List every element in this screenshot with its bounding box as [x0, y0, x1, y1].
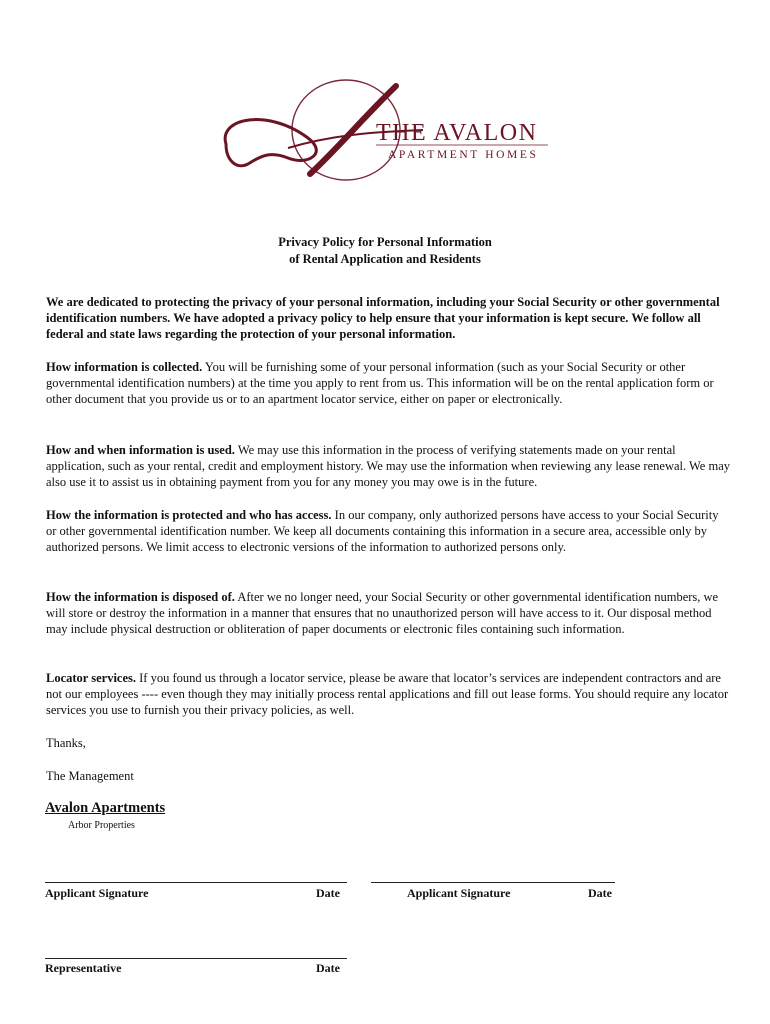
section-body: You will be furnishing some of your personal information (such as your Social Security or other governmental identification numbers) at the time you apply to rent from us. This information will be on the rental application form or other document that you provide us or to an apartment locator service, either on paper or electronically.: [46, 360, 714, 407]
section-heading: How and when information is used.: [46, 443, 235, 457]
avalon-logo: [218, 78, 558, 188]
applicant1-signature-line[interactable]: [45, 882, 347, 883]
logo-tagline: APARTMENT HOMES: [388, 149, 539, 161]
section-locator: [46, 670, 730, 719]
logo-name: THE AVALON: [376, 120, 538, 146]
section-used: [46, 442, 730, 491]
company-subtitle: Arbor Properties: [68, 820, 135, 831]
section-body: After we no longer need, your Social Security or other governmental identification numbers, we will store or destroy the information in a manner that ensures that no unauthorized person will have access to it. Our disposal method may include physical destruction or obliteration of paper documents or electronic files containing such information.: [46, 590, 719, 637]
representative-signature-label: Representative: [45, 961, 122, 975]
section-body: In our company, only authorized persons have access to your Social Security or other governmental identification number. We keep all documents containing this information in a secure area, accessible only by authorized persons. We limit access to electronic versions of the information to authorized persons only.: [46, 508, 719, 555]
applicant1-date-label: Date: [316, 886, 340, 900]
section-disposed: [46, 589, 730, 638]
section-protected: [46, 507, 730, 556]
section-heading: Locator services.: [46, 671, 137, 685]
section-heading: How the information is disposed of.: [46, 590, 235, 604]
representative-date-label: Date: [316, 961, 340, 975]
page-subtitle: of Rental Application and Residents: [289, 252, 481, 266]
section-collected: [46, 359, 730, 408]
representative-signature-line[interactable]: [45, 958, 347, 959]
section-heading: How the information is protected and who has access.: [46, 508, 332, 522]
applicant1-signature-label: Applicant Signature: [45, 886, 149, 900]
section-heading: How information is collected.: [46, 360, 203, 374]
signoff: The Management: [46, 769, 134, 783]
applicant2-signature-label: Applicant Signature: [407, 886, 511, 900]
section-body: We may use this information in the process of verifying statements made on your rental application, such as your rental, credit and employment history. We may use the information when reviewing any lease renewal. We may also use it to assist us in obtaining payment from you for any money you may owe is in the future.: [46, 443, 731, 490]
closing: Thanks,: [46, 736, 86, 750]
section-body: If you found us through a locator service, please be aware that locator’s services are independent contractors and are not our employees ---- even though they may initially process rental applications and fill out lease forms. You should require any locator services you use to furnish you their privacy policies, as well.: [46, 671, 729, 718]
applicant2-date-label: Date: [588, 886, 612, 900]
intro-paragraph: We are dedicated to protecting the privacy of your personal information, including your Social Security or other governmental identification numbers. We have adopted a privacy policy to help ensure that your information is kept secure. We follow all federal and state laws regarding the protection of your personal information.: [46, 295, 720, 342]
company-name: Avalon Apartments: [45, 800, 166, 816]
applicant2-signature-line[interactable]: [371, 882, 615, 883]
page-title: Privacy Policy for Personal Information: [278, 235, 492, 249]
